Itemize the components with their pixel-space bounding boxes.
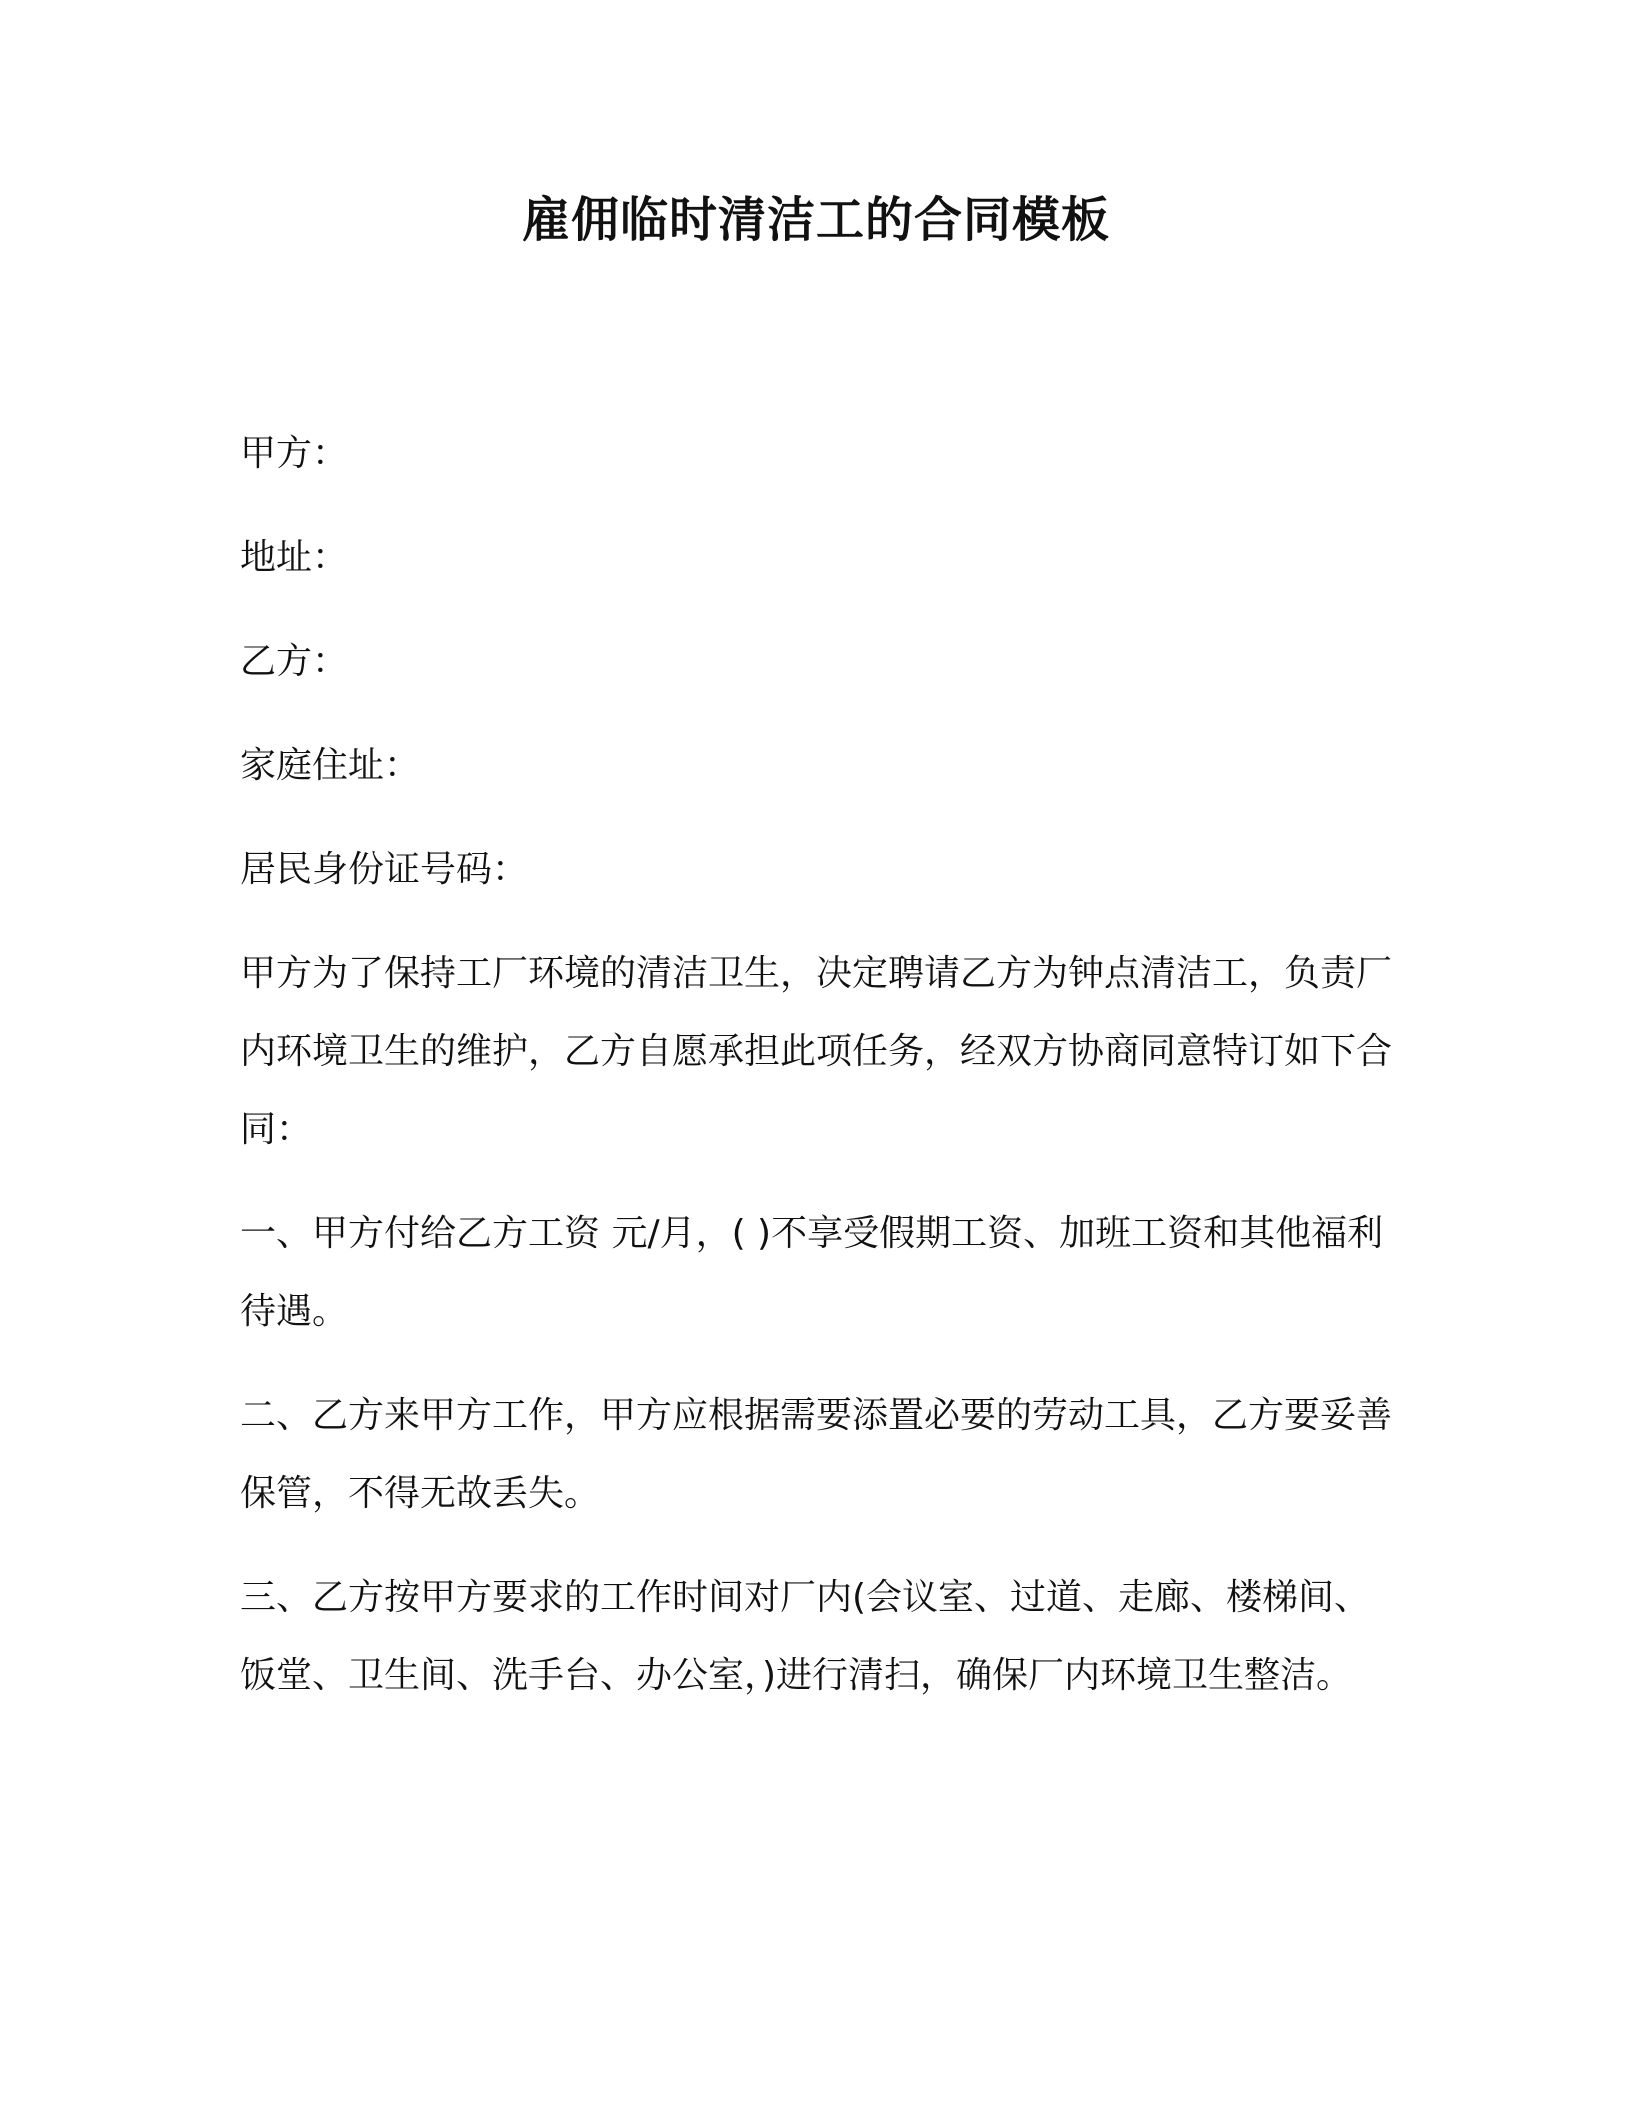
- clause-3-paragraph: 三、乙方按甲方要求的工作时间对厂内(会议室、过道、走廊、楼梯间、饭堂、卫生间、洗手台、办公室，)进行清扫，确保厂内环境卫生整洁。: [240, 1577, 1371, 1696]
- intro-paragraph: 甲方为了保持工厂环境的清洁卫生，决定聘请乙方为钟点清洁工，负责厂内环境卫生的维护，乙方自愿承担此项任务，经双方协商同意特订如下合同：: [240, 953, 1393, 1150]
- document-title: 雇佣临时清洁工的合同模板: [521, 192, 1110, 248]
- party-a-field: 甲方：: [240, 433, 349, 474]
- home-address-field: 家庭住址：: [240, 745, 421, 786]
- clause-1-paragraph: 一、甲方付给乙方工资 元/月，( )不享受假期工资、加班工资和其他福利待遇。: [240, 1213, 1384, 1332]
- party-b-field: 乙方：: [240, 641, 349, 682]
- id-number-field: 居民身份证号码：: [240, 849, 529, 890]
- address-field: 地址：: [240, 537, 349, 578]
- clause-2-paragraph: 二、乙方来甲方工作，甲方应根据需要添置必要的劳动工具，乙方要妥善保管，不得无故丢失。: [240, 1395, 1393, 1514]
- document-body: [240, 415, 1400, 1741]
